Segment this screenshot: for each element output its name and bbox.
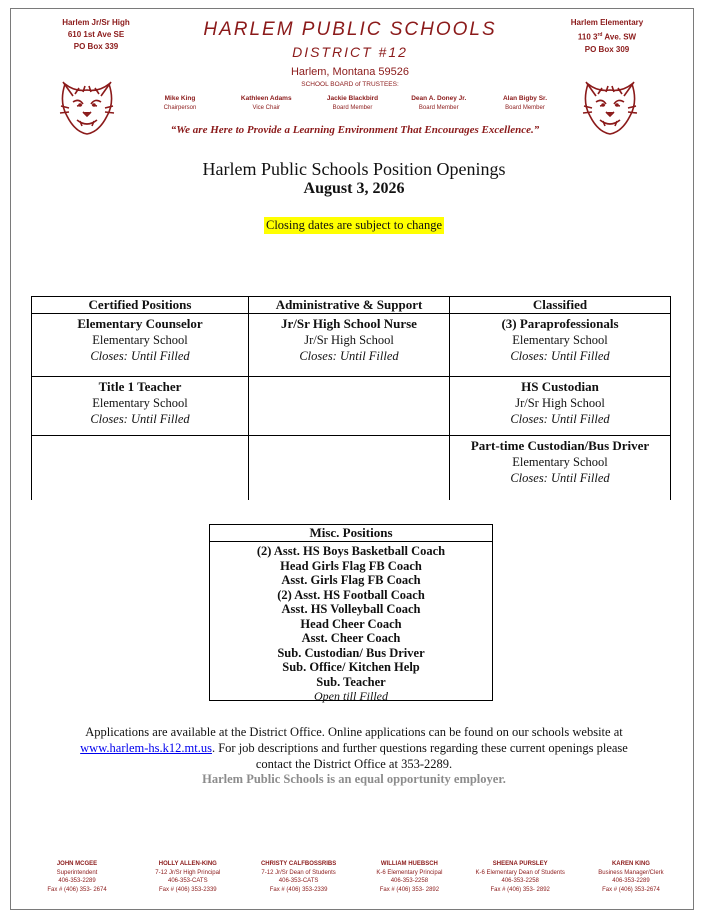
- position-location: Elementary School: [92, 333, 188, 347]
- notice-wrap: [0, 216, 708, 234]
- district-motto: “We are Here to Provide a Learning Environment That Encourages Excellence.”: [170, 124, 540, 136]
- position-title: Part-time Custodian/Bus Driver: [470, 438, 650, 453]
- misc-position-item: (2) Asst. HS Boys Basketball Coach: [256, 544, 446, 558]
- trustee-name: Alan Bigby Sr.: [502, 95, 548, 102]
- misc-position-item: Head Cheer Coach: [300, 616, 402, 631]
- trustee: [313, 94, 393, 113]
- position-title: Elementary Counselor: [77, 316, 203, 331]
- staff-contact: [133, 860, 243, 894]
- position-closes: Closes: Until Filled: [510, 349, 610, 363]
- staff-phone: 406-353-2289: [58, 878, 96, 884]
- trustee-name: Jackie Blackbird: [326, 95, 379, 102]
- staff-phone: 406-353-2258: [390, 878, 429, 884]
- staff-contact: [22, 860, 132, 894]
- position-location: Elementary School: [512, 455, 608, 469]
- table-row: [32, 436, 671, 501]
- column-header-certified: Certified Positions: [32, 297, 249, 314]
- position-closes: Closes: Until Filled: [510, 471, 610, 485]
- right-school-address: [547, 17, 667, 56]
- position-closes: Closes: Until Filled: [90, 349, 190, 363]
- position-cell: [32, 314, 249, 377]
- staff-title: 7-12 Jr/Sr High Principal: [155, 869, 221, 876]
- staff-footer: [22, 860, 686, 894]
- staff-fax: Fax # (406) 353- 2892: [379, 886, 440, 893]
- right-school-name: Harlem Elementary: [570, 18, 644, 27]
- staff-title: Superintendent: [56, 869, 98, 876]
- position-title: (3) Paraprofessionals: [501, 316, 619, 331]
- column-header-classified: Classified: [450, 297, 671, 314]
- application-info: [70, 724, 638, 772]
- misc-position-item: Sub. Custodian/ Bus Driver: [277, 645, 425, 660]
- position-cell: [450, 436, 671, 501]
- trustee-role: Chairperson: [163, 105, 197, 111]
- staff-phone: 406-353-CATS: [278, 878, 319, 884]
- table-header-row: [32, 297, 671, 314]
- staff-name: WILLIAM HUEBSCH: [380, 861, 438, 867]
- trustee: [226, 94, 306, 113]
- position-cell: [450, 377, 671, 436]
- left-school-address: [36, 17, 156, 53]
- application-text-after: . For job descriptions and further questions regarding these current openings please contact the District Office at 353-2289.: [211, 741, 628, 771]
- empty-cell: [32, 436, 249, 501]
- position-cell: [32, 377, 249, 436]
- position-location: Jr/Sr High School: [515, 396, 605, 410]
- misc-position-item: (2) Asst. HS Football Coach: [277, 587, 425, 602]
- school-website-link[interactable]: www.harlem-hs.k12.mt.us: [80, 741, 212, 755]
- misc-position-item: Sub. Teacher: [316, 674, 386, 689]
- empty-cell: [249, 377, 450, 436]
- staff-fax: Fax # (406) 353-2339: [158, 886, 217, 893]
- staff-phone: 406-353-2289: [612, 878, 650, 884]
- right-school-po: PO Box 309: [584, 44, 630, 54]
- misc-positions-note: Open till Filled: [314, 689, 388, 703]
- staff-contact: [244, 860, 354, 894]
- position-closes: Closes: Until Filled: [299, 349, 399, 363]
- position-title: HS Custodian: [521, 379, 599, 394]
- page-title: Harlem Public Schools Position Openings: [202, 159, 506, 179]
- closing-notice: Closing dates are subject to change: [266, 218, 442, 232]
- position-cell: [450, 314, 671, 377]
- left-school-street: 610 1st Ave SE: [67, 30, 125, 39]
- misc-position-item: Sub. Office/ Kitchen Help: [282, 660, 420, 674]
- trustee-role: Board Member: [418, 105, 459, 111]
- empty-cell: [249, 436, 450, 501]
- staff-title: 7-12 Jr/Sr Dean of Students: [261, 869, 336, 876]
- misc-position-item: Asst. Cheer Coach: [301, 631, 401, 645]
- staff-fax: Fax # (406) 353-2674: [602, 886, 660, 893]
- trustee: [485, 94, 565, 113]
- staff-fax: Fax # (406) 353- 2892: [490, 886, 550, 893]
- left-school-name: Harlem Jr/Sr High: [62, 18, 130, 27]
- trustees-list: [140, 94, 565, 113]
- district-city: Harlem, Montana 59526: [290, 66, 409, 78]
- misc-position-item: Asst. HS Volleyball Coach: [281, 602, 421, 616]
- table-row: [32, 314, 671, 377]
- staff-contact: [354, 860, 464, 894]
- equal-opportunity-statement: Harlem Public Schools is an equal opportunity employer.: [202, 772, 506, 786]
- trustee: [399, 94, 479, 113]
- positions-table: [31, 296, 671, 500]
- position-title: Title 1 Teacher: [98, 379, 182, 394]
- misc-position-item: Head Girls Flag FB Coach: [280, 558, 422, 573]
- position-closes: Closes: Until Filled: [90, 412, 190, 426]
- staff-name: JOHN MCGEE: [56, 861, 98, 867]
- misc-positions-box: [209, 524, 493, 701]
- wildcat-mascot-icon: [55, 72, 119, 138]
- staff-title: K-6 Elementary Dean of Students: [475, 869, 565, 876]
- staff-name: SHEENA PURSLEY: [492, 861, 548, 867]
- position-cell: [249, 314, 450, 377]
- table-row: [32, 377, 671, 436]
- right-school-street: 110 3rd Ave. SW: [577, 32, 637, 42]
- position-location: Elementary School: [512, 333, 608, 347]
- staff-phone: 406-353-CATS: [168, 878, 208, 884]
- staff-phone: 406-353-2258: [501, 878, 539, 884]
- staff-name: KAREN KING: [611, 861, 650, 867]
- staff-contact: [465, 860, 575, 894]
- misc-positions-header: Misc. Positions: [210, 525, 492, 542]
- staff-title: Business Manager/Clerk: [598, 869, 664, 876]
- board-label: SCHOOL BOARD of TRUSTEES:: [301, 81, 399, 88]
- misc-positions-list: [210, 542, 492, 703]
- trustee-role: Board Member: [505, 105, 545, 111]
- trustee-name: Kathleen Adams: [240, 95, 292, 102]
- position-location: Jr/Sr High School: [304, 333, 394, 347]
- staff-fax: Fax # (406) 353-2339: [269, 886, 328, 893]
- staff-fax: Fax # (406) 353- 2674: [47, 886, 107, 893]
- staff-name: CHRISTY CALFBOSSRIBS: [260, 861, 337, 867]
- left-school-po: PO Box 339: [73, 42, 119, 51]
- trustee-name: Dean A. Doney Jr.: [411, 95, 467, 102]
- trustee-role: Board Member: [332, 105, 373, 111]
- district-name: HARLEM PUBLIC SCHOOLS: [203, 19, 497, 40]
- position-location: Elementary School: [92, 396, 188, 410]
- page-date: August 3, 2026: [303, 180, 405, 197]
- district-number: DISTRICT #12: [292, 44, 408, 60]
- position-title: Jr/Sr High School Nurse: [281, 316, 417, 331]
- trustee-name: Mike King: [164, 95, 196, 102]
- misc-position-item: Asst. Girls Flag FB Coach: [281, 573, 421, 587]
- application-text-before: Applications are available at the District Office. Online applications can be found on our schools website at: [85, 725, 623, 739]
- trustee-role: Vice Chair: [252, 105, 281, 111]
- position-closes: Closes: Until Filled: [510, 412, 610, 426]
- column-header-administrative: Administrative & Support: [249, 297, 450, 314]
- staff-title: K-6 Elementary Principal: [376, 869, 443, 876]
- trustee: [140, 94, 220, 113]
- staff-contact: [576, 860, 686, 894]
- staff-name: HOLLY ALLEN-KING: [158, 861, 217, 867]
